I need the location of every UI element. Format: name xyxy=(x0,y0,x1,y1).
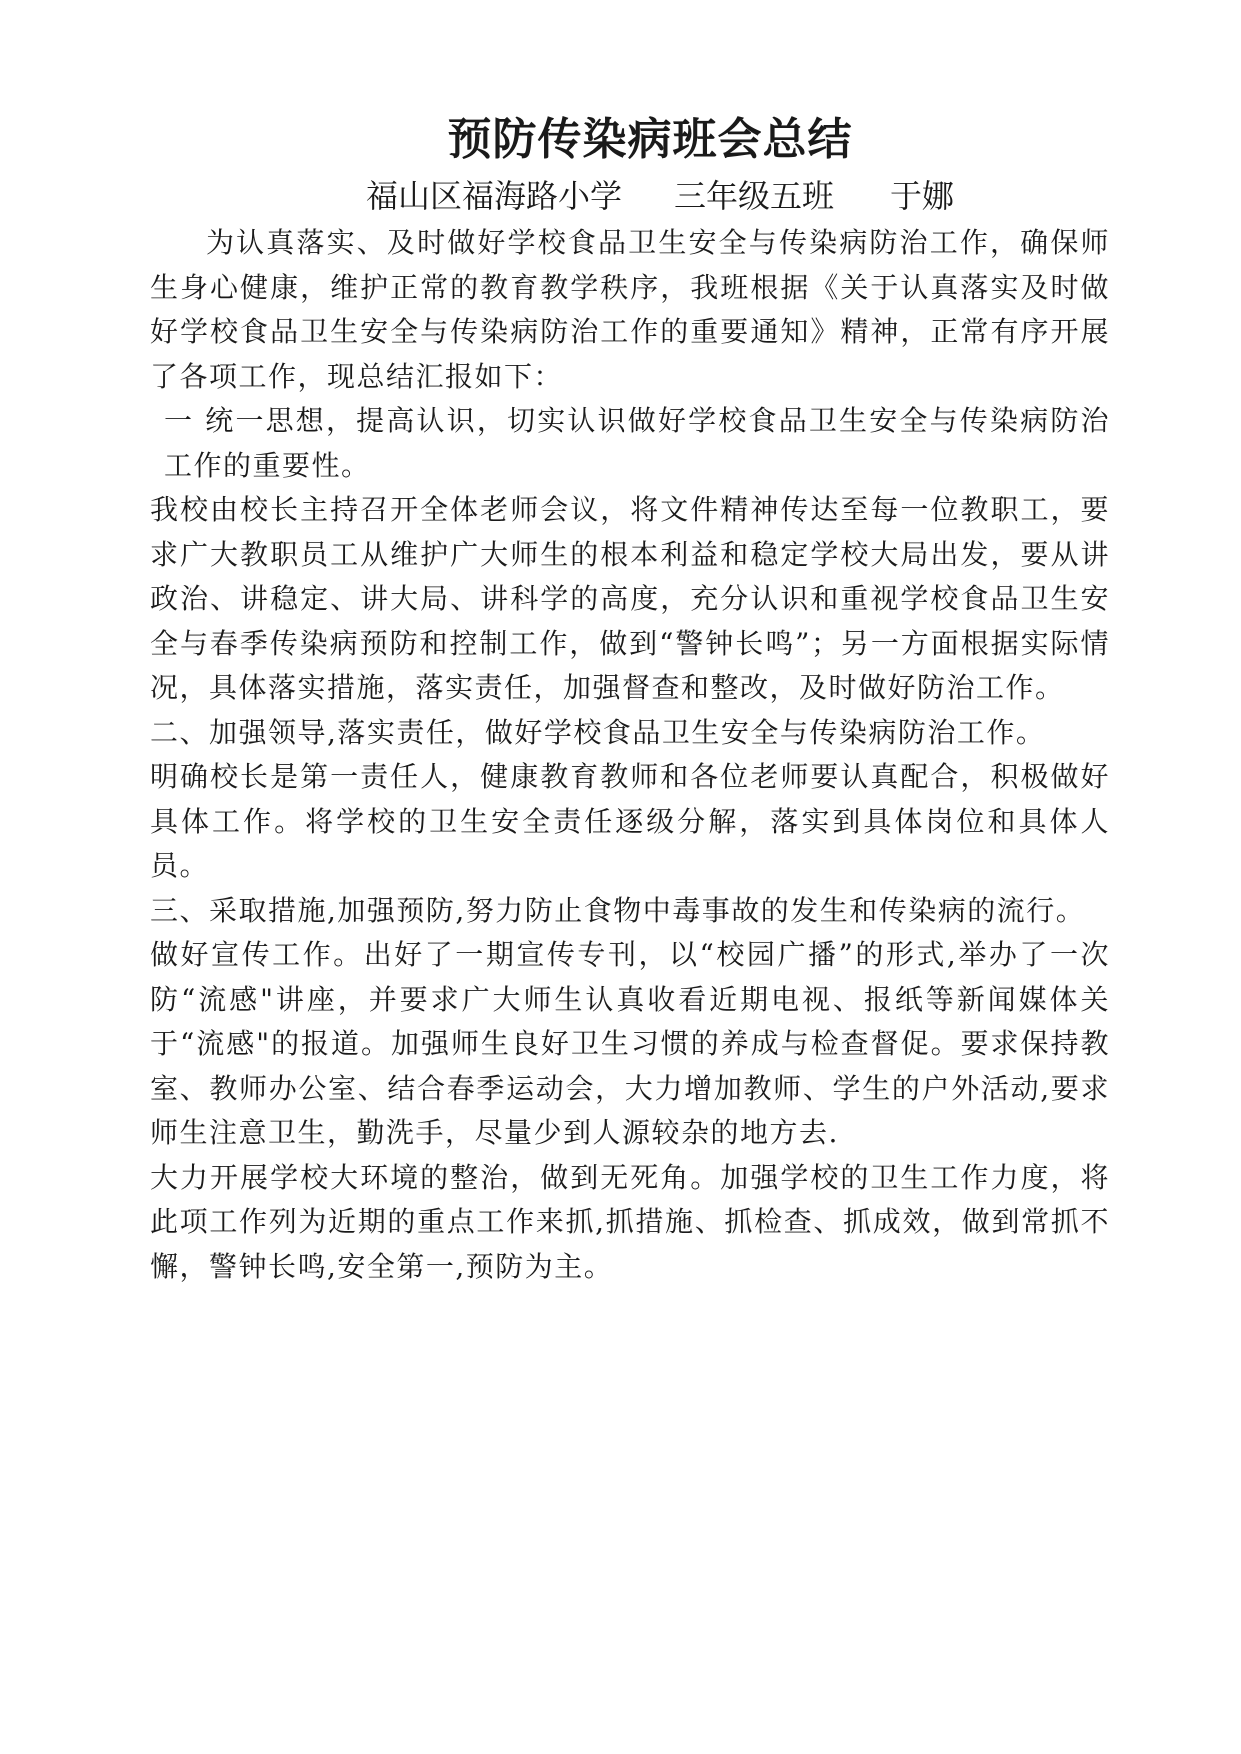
byline-school: 福山区福海路小学 xyxy=(365,177,622,215)
byline-class: 三年级五班 xyxy=(673,177,834,215)
body-paragraph: 做好宣传工作。出好了一期宣传专刊，以“校园广播”的形式,举办了一次防“流感"讲座，并要求广大师生认真收看近期电视、报纸等新闻媒体关于“流感"的报道。加强师生良好卫生习惯的养成与检查督促。要求保持教室、教师办公室、结合春季运动会，大力增加教师、学生的户外活动,要求师生注意卫生，勤洗手，尽量少到人源较杂的地方去. xyxy=(150,938,1110,1149)
section-heading-3: 三、采取措施,加强预防,努力防止食物中毒事故的发生和传染病的流行。 xyxy=(150,893,1086,927)
byline-author: 于娜 xyxy=(890,177,955,215)
intro-paragraph: 为认真落实、及时做好学校食品卫生安全与传染病防治工作，确保师生身心健康，维护正常的教育教学秩序，我班根据《关于认真落实及时做好学校食品卫生安全与传染病防治工作的重要通知》精神，正常有序开展了各项工作，现总结汇报如下： xyxy=(150,226,1110,393)
body-paragraph: 我校由校长主持召开全体老师会议，将文件精神传达至每一位教职工，要求广大教职员工从维护广大师生的根本利益和稳定学校大局出发，要从讲政治、讲稳定、讲大局、讲科学的高度，充分认识和重视学校食品卫生安全与春季传染病预防和控制工作，做到“警钟长鸣”；另一方面根据实际情况，具体落实措施，落实责任，加强督查和整改，及时做好防治工作。 xyxy=(150,493,1110,704)
section-heading-2: 二、加强领导,落实责任，做好学校食品卫生安全与传染病防治工作。 xyxy=(150,715,1046,749)
document-title: 预防传染病班会总结 xyxy=(447,114,853,165)
section-heading-1: 一 统一思想，提高认识，切实认识做好学校食品卫生安全与传染病防治工作的重要性。 xyxy=(164,404,1110,482)
document-body xyxy=(150,221,1110,1289)
byline xyxy=(150,175,1110,217)
body-paragraph: 大力开展学校大环境的整治，做到无死角。加强学校的卫生工作力度，将此项工作列为近期的重点工作来抓,抓措施、抓检查、抓成效，做到常抓不懈，警钟长鸣,安全第一,预防为主。 xyxy=(150,1160,1110,1283)
body-paragraph: 明确校长是第一责任人，健康教育教师和各位老师要认真配合，积极做好具体工作。将学校的卫生安全责任逐级分解，落实到具体岗位和具体人员。 xyxy=(150,760,1110,882)
document-page xyxy=(150,105,1110,1289)
